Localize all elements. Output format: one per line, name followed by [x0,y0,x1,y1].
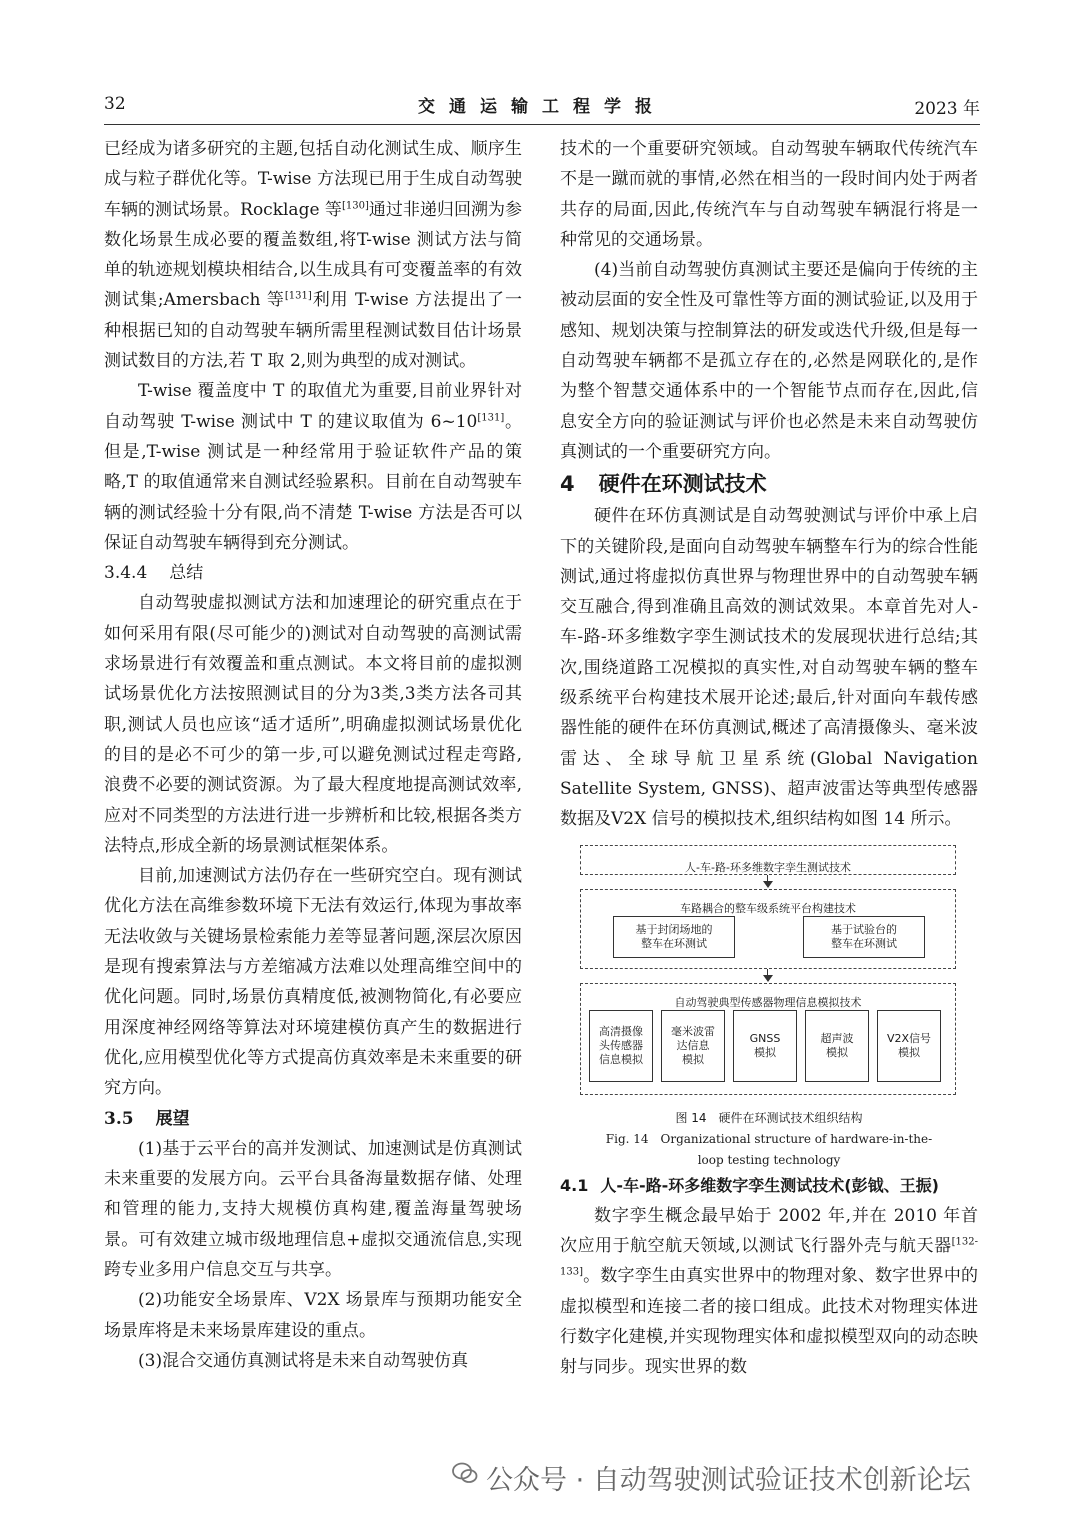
page-number: 32 [104,94,126,114]
paragraph: 目前,加速测试方法仍存在一些研究空白。现有测试优化方法在高维参数环境下无法有效运行,体现为事故率无法收敛与关键场景检索能力差等显著问题,深层次原因是现有搜索算法与方差缩减方法难以处理高维空间中的优化问题。同时,场景仿真精度低,被测物简化,有必要应用深度神经网络等算法对环境建模仿真产生的数据进行优化,应用模型优化等方式提高仿真效率是未来重要的研究方向。 [104,866,522,1099]
section-heading-4: 4 硬件在环测试技术 [560,472,767,497]
section-heading-3-5: 3.5 展望 [104,1108,190,1129]
paragraph: 数字孪生概念最早始于 2002 年,并在 2010 年首次应用于航空航天领域,以测试飞行器外壳与航天器[132-133]。数字孪生由真实世界中的物理对象、数字世界中的虚拟模型和连接二者的接口组成。此技术对物理实体进行数字化建模,并实现物理实体和虚拟模型双向的动态映射与同步。现实世界的数 [560,1205,978,1378]
test-bench-box: 基于试验台的 整车在环测试 [803,916,925,958]
top-box: 人-车-路-环多维数字孪生测试技术 [580,845,956,875]
subsection-heading-3-4-4: 3.4.4 总结 [104,563,204,584]
paragraph: 自动驾驶虚拟测试方法和加速理论的研究重点在于如何采用有限(尽可能少的)测试对自动驾驶的高测试需求场景进行有效覆盖和重点测试。本文将目前的虚拟测试场景优化方法按照测试目的分为3类,3类方法各司其职,测试人员也应该“适才适所”,明确虚拟测试场景优化的目的是必不可少的第一步,可以避免测试过程走弯路,浪费不必要的测试资源。为了最大程度地提高测试效率,应对不同类型的方法进行进一步辨析和比较,根据各类方法特点,形成全新的场景测试框架体系。 [104,593,522,856]
arrowhead-2 [763,975,773,982]
paragraph: 已经成为诸多研究的主题,包括自动化测试生成、顺序生成与粒子群优化等。T-wise 方法现已用于生成自动驾驶车辆的测试场景。Rocklage 等[130]通过非递归回溯为参数化场景生成必要的覆盖数组,将T-wise 测试方法与简单的轨迹规划模块相结合,以生成具有可变覆盖率的有效测试集;Amersbach 等[131]利用 T-wise 方法提出了一种根据已知的自动驾驶车辆所需里程测试数目估计场景测试数目的方法,若 T 取 2,则为典型的成对测试。 [104,139,522,372]
watermark: 公众号 · 自动驾驶测试验证技术创新论坛 [486,1465,971,1496]
arrowhead-1 [763,881,773,888]
camera-sim-box: 高清摄像 头传感器 信息模拟 [589,1010,653,1082]
figure-caption: 图 14 硬件在环测试技术组织结构 Fig. 14 Organizational structure of hardware-in-the- loop testing technology [605,1110,933,1167]
page-header [104,88,980,125]
closed-field-box: 基于封闭场地的 整车在环测试 [613,916,735,958]
bottom-box: 自动驾驶典型传感器物理信息模拟技术 高清摄像 头传感器 信息模拟 毫米波雷 达信息 模拟 GNSS 模拟 超声波 模拟 V2X信号 模拟 [580,983,956,1095]
journal-title: 交通运输工程学报 [418,97,666,117]
section-heading-4-1: 4.1 人-车-路-环多维数字孪生测试技术(彭钺、王振) [560,1175,939,1195]
paragraph: T-wise 覆盖度中 T 的取值尤为重要,目前业界针对自动驾驶 T-wise 测试中 T 的建议取值为 6~10[131]。但是,T-wise 测试是一种经常用于验证软件产品的策略,T 的取值通常来自测试经验累积。目前在自动驾驶车辆的测试经验十分有限,尚不清楚 T-wise 方法是否可以保证自动驾驶车辆得到充分测试。 [104,381,523,553]
paragraph: (2)功能安全场景库、V2X 场景库与预期功能安全场景库将是未来场景库建设的重点。 [104,1290,522,1341]
mid-box: 车路耦合的整车级系统平台构建技术 基于封闭场地的 整车在环测试 基于试验台的 整车在环测试 [580,889,956,969]
gnss-sim-box: GNSS 模拟 [733,1010,797,1082]
left-column [104,134,522,1376]
paragraph: (3)混合交通仿真测试将是未来自动驾驶仿真 [138,1350,469,1371]
figure-14-diagram [560,845,980,1100]
paragraph: (1)基于云平台的高并发测试、加速测试是仿真测试未来重要的发展方向。云平台具备海量数据存储、处理和管理的能力,支持大规模仿真构建,覆盖海量驾驶场景。可有效建立城市级地理信息+虚拟交通流信息,实现跨专业多用户信息交互与共享。 [104,1138,522,1280]
paragraph: 硬件在环仿真测试是自动驾驶测试与评价中承上启下的关键阶段,是面向自动驾驶车辆整车行为的综合性能测试,通过将虚拟仿真世界与物理世界中的自动驾驶车辆交互融合,得到准确且高效的测试效果。本章首先对人-车-路-环多维数字孪生测试技术的发展现状进行总结;其次,围绕道路工况模拟的真实性,对自动驾驶车辆的整车级系统平台构建技术展开论述;最后,针对面向车载传感器性能的硬件在环仿真测试,概述了高清摄像头、毫米波雷达、全球导航卫星系统(Global Navigation Satellite System, GNSS)、超声波雷达等典型传感器数据及V2X 信号的模拟技术,组织结构如图 14 所示。 [560,506,978,830]
right-column [560,134,978,1383]
paragraph: 技术的一个重要研究领域。自动驾驶车辆取代传统汽车不是一蹴而就的事情,必然在相当的一段时间内处于两者共存的局面,因此,传统汽车与自动驾驶车辆混行将是一种常见的交通场景。 [560,139,978,250]
radar-sim-box: 毫米波雷 达信息 模拟 [661,1010,725,1082]
v2x-sim-box: V2X信号 模拟 [877,1010,941,1082]
ultrasonic-sim-box: 超声波 模拟 [805,1010,869,1082]
wechat-icon [452,1462,478,1484]
paragraph: (4)当前自动驾驶仿真测试主要还是偏向于传统的主被动层面的安全性及可靠性等方面的测试验证,以及用于感知、规划决策与控制算法的研发或迭代升级,但是每一自动驾驶车辆都不是孤立存在的,必然是网联化的,是作为整个智慧交通体系中的一个智能节点而存在,因此,信息安全方向的验证测试与评价也必然是未来自动驾驶仿真测试的一个重要研究方向。 [560,260,978,462]
journal-year: 2023 年 [914,99,980,119]
